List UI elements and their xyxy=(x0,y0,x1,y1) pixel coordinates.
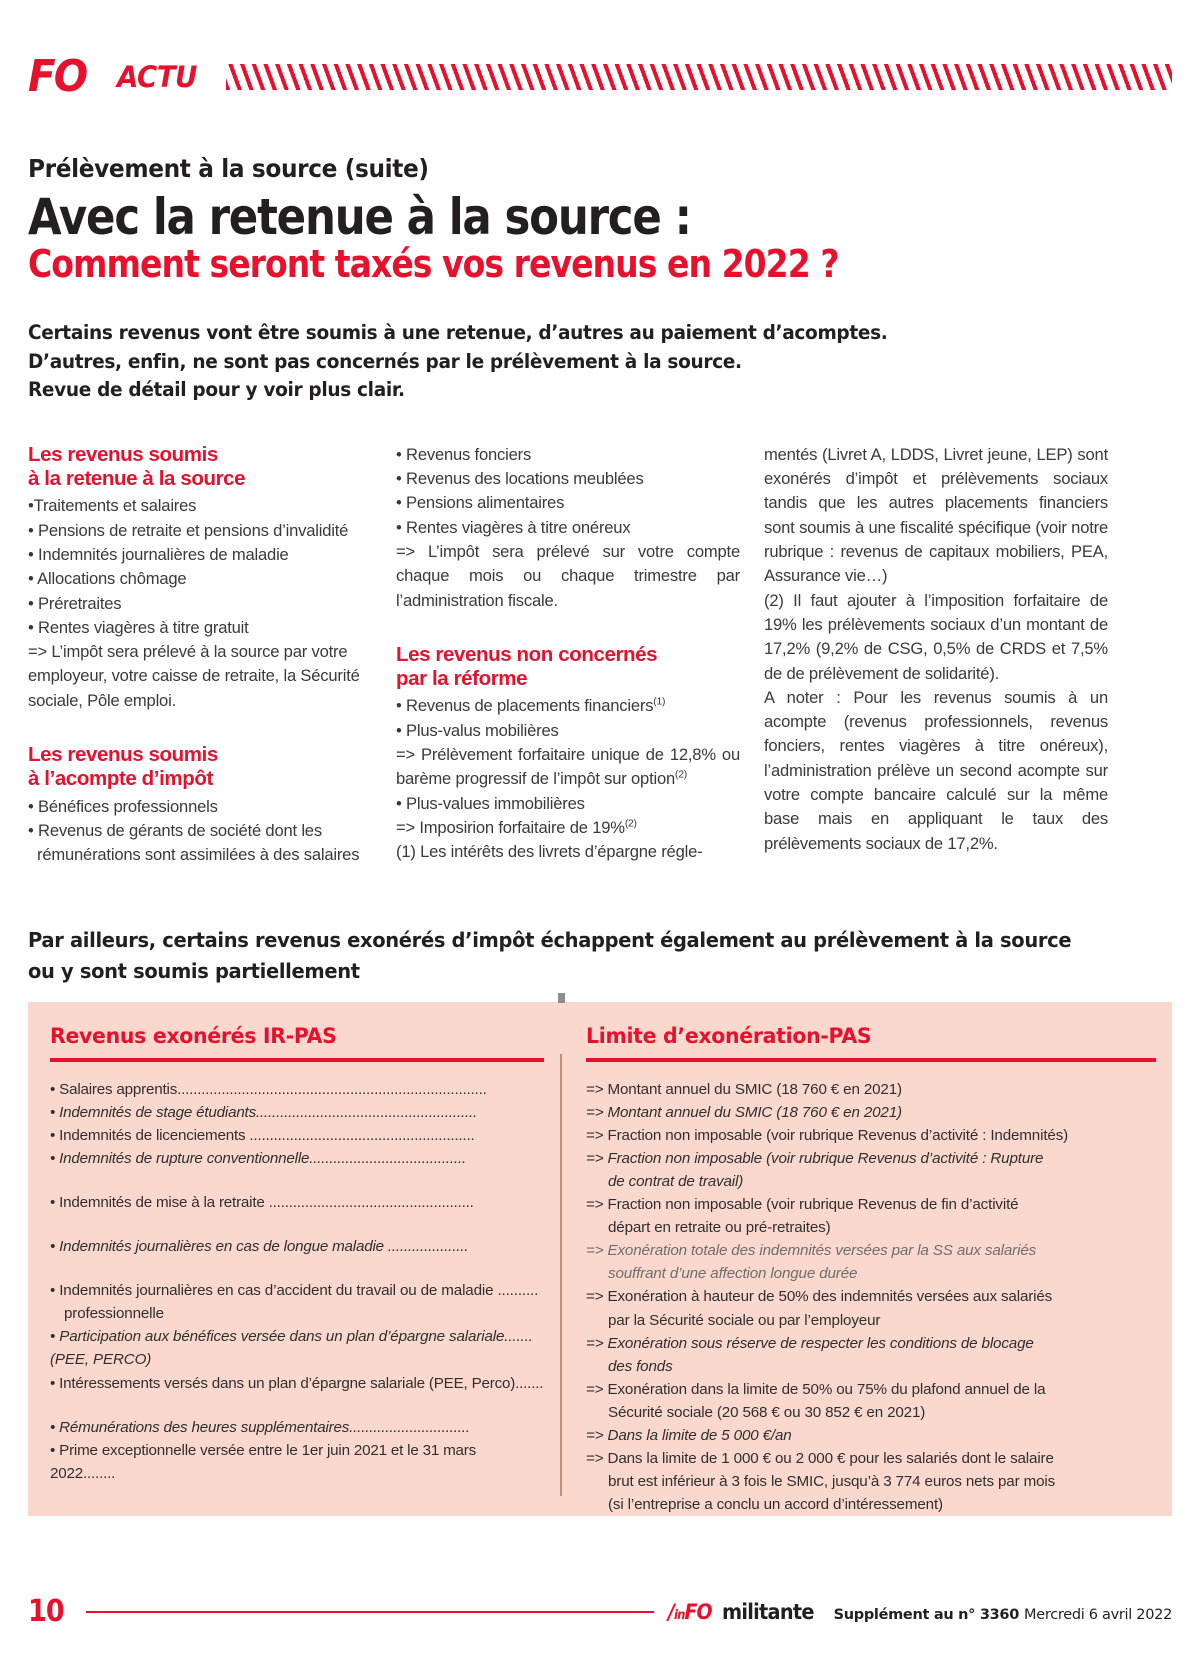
page-footer xyxy=(28,1594,1172,1629)
section-heading-retenue xyxy=(28,443,372,491)
list-item: • Allocations chômage xyxy=(28,569,187,589)
table-lead-in xyxy=(28,925,1115,986)
article-subheadline: Comment seront taxés vos revenus en 2022 ? xyxy=(28,242,839,286)
militante-wordmark: militante xyxy=(721,1600,814,1624)
footer-date: Mercredi 6 avril 2022 xyxy=(1024,1607,1172,1623)
table-row: => Exonération totale des indemnités versées par la SS aux salariés souffrant d’une affection longue durée xyxy=(586,1242,1037,1283)
table-column-right xyxy=(560,1002,1172,1516)
standfirst-line-1: Certains revenus vont être soumis à une retenue, d’autres au paiement d’acomptes. xyxy=(28,320,888,344)
footer-rule xyxy=(86,1611,655,1613)
exoneration-table xyxy=(28,1002,1172,1516)
note-acompte: => L’impôt sera prélevé sur votre compte chaque mois ou chaque trimestre par l’administration fiscale. xyxy=(396,542,740,610)
table-row: • Rémunérations des heures supplémentaires.............................. xyxy=(50,1418,470,1436)
section-heading-non-concernes-line1: Les revenus non concernés xyxy=(396,642,658,666)
list-item: • Revenus de placements financiers$^{(1)}$ xyxy=(396,696,666,716)
table-row: • Salaires apprentis............................................................................. xyxy=(50,1080,487,1098)
table-row: => Fraction non imposable (voir rubrique Revenus d’activité : Indemnités) xyxy=(586,1126,1069,1144)
list-item: • Pensions de retraite et pensions d’invalidité xyxy=(28,520,349,540)
actu-label: ACTU xyxy=(117,59,198,94)
table-row: • Indemnités de rupture conventionnelle....................................... xyxy=(50,1149,467,1167)
page-number: 10 xyxy=(28,1594,64,1629)
article-headline: Avec la retenue à la source : xyxy=(28,188,691,246)
footnote-ref-2b: (2) xyxy=(624,818,637,830)
table-lead-line-1: Par ailleurs, certains revenus exonérés d’impôt échappent également au prélèvement à la source xyxy=(28,928,1072,953)
table-row: => Montant annuel du SMIC (18 760 € en 2021) xyxy=(586,1080,902,1098)
list-item: • Revenus de gérants de société dont les rémunérations sont assimilées à des salaires xyxy=(28,820,360,865)
list-revenus-non-concernes xyxy=(396,694,740,743)
table-row: => Montant annuel du SMIC (18 760 € en 2021) xyxy=(586,1103,902,1121)
note-pfu: => Prélèvement forfaitaire unique de 12,8% ou barème progressif de l’impôt sur option$^{(2)}$ xyxy=(396,745,740,789)
body-column-2 xyxy=(396,443,740,868)
footnote-ref-1: (1) xyxy=(653,696,666,708)
table-row: • Prime exceptionnelle versée entre le 1er juin 2021 et le 31 mars 2022........ xyxy=(50,1441,477,1482)
list-item: • Revenus des locations meublées xyxy=(396,469,644,489)
table-header-rule-left xyxy=(50,1058,544,1062)
list-item: • Rentes viagères à titre onéreux xyxy=(396,517,631,537)
article-standfirst xyxy=(28,319,1115,405)
table-header-left: Revenus exonérés IR-PAS xyxy=(50,1024,337,1050)
note-retenue: => L’impôt sera prélevé à la source par votre employeur, votre caisse de retraite, la Sécurité sociale, Pôle emploi. xyxy=(28,642,360,710)
footnote-1-start: (1) Les intérêts des livrets d’épargne régle- xyxy=(396,842,703,862)
table-row: • Participation aux bénéfices versée dans un plan d’épargne salariale....... (PEE, PERCO) xyxy=(50,1328,533,1369)
body-columns xyxy=(28,443,1172,868)
section-heading-acompte-line1: Les revenus soumis xyxy=(28,743,218,767)
table-row: • Indemnités journalières en cas de longue maladie .................... xyxy=(50,1238,469,1256)
table-rows-right xyxy=(586,1078,1156,1517)
table-row: => Exonération à hauteur de 50% des indemnités versées aux salariés par la Sécurité sociale ou par l’employeur xyxy=(586,1288,1053,1329)
table-row: => Dans la limite de 5 000 €/an xyxy=(586,1427,792,1445)
hatch-rule-decoration xyxy=(226,64,1172,90)
table-row: => Exonération sous réserve de respecter les conditions de blocage des fonds xyxy=(586,1334,1034,1375)
list-item: • Rentes viagères à titre gratuit xyxy=(28,617,249,637)
table-header-right: Limite d’exonération-PAS xyxy=(586,1024,872,1050)
section-heading-retenue-line1: Les revenus soumis xyxy=(28,442,218,466)
list-plusvalues-immo xyxy=(396,792,740,816)
body-column-1 xyxy=(28,443,372,868)
list-revenus-acompte-suite xyxy=(396,443,740,540)
table-header-rule-right xyxy=(586,1058,1156,1062)
list-revenus-retenue xyxy=(28,494,372,640)
note-imposition: => Imposirion forfaitaire de 19%$^{(2)}$ xyxy=(396,817,637,837)
table-rows-left xyxy=(50,1078,544,1485)
section-heading-non-concernes xyxy=(396,643,740,691)
footer-supplement: Supplément au n° 3360 xyxy=(833,1607,1020,1623)
list-item: • Préretraites xyxy=(28,593,122,613)
article-kicker: Prélèvement à la source (suite) xyxy=(28,154,429,183)
fo-logo: FO xyxy=(28,51,87,102)
note-a-noter: A noter : Pour les revenus soumis à un acompte (revenus professionnels, revenus fonciers, rentes viagères à titre onéreux), l’administration prélève un second acompte sur votre compte bancaire calculé sur la même base mais en appliquant le taux des prélèvements sociaux de 17,2%. xyxy=(764,687,1108,853)
list-item: • Bénéfices professionnels xyxy=(28,796,218,816)
table-body xyxy=(28,1002,1172,1516)
body-column-3 xyxy=(764,443,1108,868)
section-heading-non-concernes-line2: par la réforme xyxy=(396,666,528,690)
list-item: • Plus-values immobilières xyxy=(396,793,585,813)
table-row: • Indemnités de mise à la retraite ................................................... xyxy=(50,1194,474,1212)
list-item: • Revenus fonciers xyxy=(396,444,532,464)
table-row: => Dans la limite de 1 000 € ou 2 000 € pour les salariés dont le salaire brut est inférieur à 3 fois le SMIC, jusqu’à 3 774 euros nets par mois (si l’entreprise a conclu un accord d’intéressement) xyxy=(586,1450,1056,1514)
footnote-ref-2: (2) xyxy=(675,769,688,781)
info-militante-logo: /inFO xyxy=(668,1600,713,1624)
table-row: => Fraction non imposable (voir rubrique Revenus de fin d’activité départ en retraite ou pré-retraites) xyxy=(586,1196,1019,1237)
footer-brand-block xyxy=(668,1600,1172,1624)
list-item: • Plus-valus mobilières xyxy=(396,720,559,740)
section-heading-acompte xyxy=(28,743,372,791)
table-column-left xyxy=(28,1002,560,1516)
standfirst-line-3: Revue de détail pour y voir plus clair. xyxy=(28,378,405,402)
footnote-1-continued: mentés (Livret A, LDDS, Livret jeune, LEP) sont exonérés d’impôt et prélèvements sociaux tandis que les autres placements financiers sont soumis à une fiscalité spécifique (voir notre rubrique : revenus de capitaux mobiliers, PEA, Assurance vie…) xyxy=(764,444,1108,586)
section-heading-acompte-line2: à l’acompte d’impôt xyxy=(28,766,213,790)
list-item: • Indemnités journalières de maladie xyxy=(28,544,289,564)
table-row: • Indemnités de licenciements ........................................................ xyxy=(50,1126,475,1144)
table-row: => Exonération dans la limite de 50% ou 75% du plafond annuel de la Sécurité sociale (20 568 € ou 30 852 € en 2021) xyxy=(586,1380,1046,1421)
table-lead-line-2: ou y sont soumis partiellement xyxy=(28,958,360,983)
table-row: • Indemnités journalières en cas d’accident du travail ou de maladie .......... professionnelle xyxy=(50,1282,539,1323)
standfirst-line-2: D’autres, enfin, ne sont pas concernés par le prélèvement à la source. xyxy=(28,349,742,373)
list-item: •Traitements et salaires xyxy=(28,496,197,516)
table-row: • Intéressements versés dans un plan d’épargne salariale (PEE, Perco)....... xyxy=(50,1374,544,1392)
footnote-2: (2) Il faut ajouter à l’imposition forfaitaire de 19% les prélèvements sociaux d’un montant de 17,2% (9,2% de CSG, 0,5% de CRDS et 7,5% de de prélèvement de solidarité). xyxy=(764,590,1108,683)
list-revenus-acompte xyxy=(28,795,372,868)
table-row: => Fraction non imposable (voir rubrique Revenus d’activité : Rupture de contrat de travail) xyxy=(586,1149,1044,1191)
section-heading-retenue-line2: à la retenue à la source xyxy=(28,466,246,490)
masthead xyxy=(28,0,1172,108)
table-row: • Indemnités de stage étudiants....................................................... xyxy=(50,1103,478,1121)
list-item: • Pensions alimentaires xyxy=(396,493,565,513)
